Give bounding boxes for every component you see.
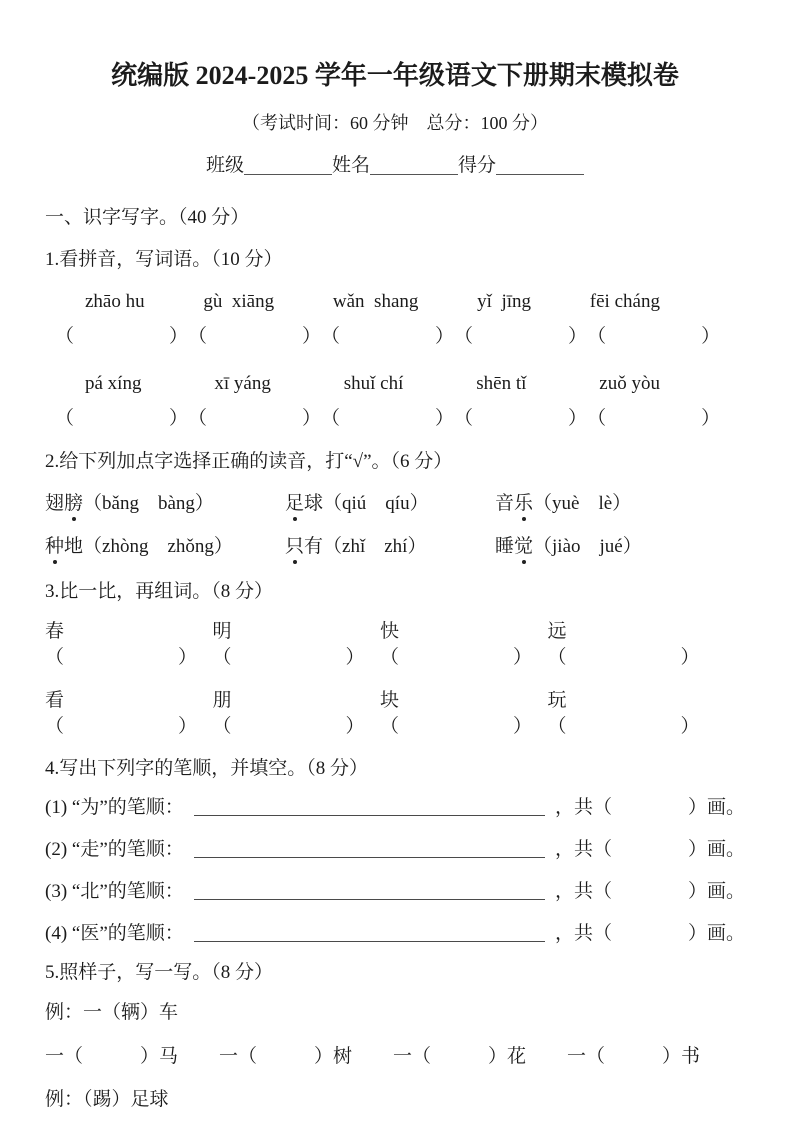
noun-char: 书 xyxy=(680,1046,700,1067)
measure-word-row xyxy=(45,1044,700,1070)
measure-word-cell xyxy=(219,1044,352,1070)
compare-words-row-1 xyxy=(45,619,715,671)
pinyin-word: gù xiāng xyxy=(203,291,275,312)
given-char: 玩 xyxy=(547,690,567,711)
answer-blank-parens: （ ） xyxy=(45,647,198,668)
word-char: 睡 xyxy=(495,536,515,557)
given-char: 远 xyxy=(547,621,567,642)
answer-blank-parens: （ ） xyxy=(212,716,365,737)
answer-blank-parens: （ ） xyxy=(55,408,189,429)
answer-blank-parens: （ ） xyxy=(380,716,533,737)
word-build-cell xyxy=(45,688,213,740)
pronunciation-item xyxy=(45,491,285,517)
answer-blank-parens: （ ） xyxy=(64,1046,160,1067)
section-1-heading: 一、识字写字。（40 分） xyxy=(45,207,250,228)
numeral-char: 一 xyxy=(392,1046,412,1067)
given-char: 快 xyxy=(380,621,400,642)
answer-blank-parens: （ ） xyxy=(454,326,588,347)
class-blank xyxy=(244,156,332,175)
score-label: 得分 xyxy=(458,155,497,176)
noun-char: 花 xyxy=(507,1046,527,1067)
pronunciation-options: （zhòng zhǒng） xyxy=(83,536,233,557)
measure-word-cell xyxy=(45,1044,178,1070)
answer-blank-parens: （ ） xyxy=(454,408,588,429)
answer-blank-parens: （ ） xyxy=(547,716,700,737)
answer-blank-parens: （ ） xyxy=(321,408,455,429)
pronunciation-item xyxy=(495,491,631,517)
noun-char: 树 xyxy=(333,1046,353,1067)
answer-blank-parens: （ ） xyxy=(380,647,533,668)
pronunciation-item xyxy=(45,534,285,560)
pinyin-word: yǐ jīng xyxy=(477,291,532,312)
pronunciation-options: （qiú qíu） xyxy=(323,493,429,514)
answer-blank-parens: （ ） xyxy=(212,647,365,668)
given-char: 块 xyxy=(380,690,400,711)
pinyin-row-2 xyxy=(85,371,660,397)
compare-words-row-2 xyxy=(45,688,715,740)
pronunciation-options: （jiào jué） xyxy=(533,536,642,557)
answer-blank-parens: （ ） xyxy=(188,326,322,347)
stroke-order-blank xyxy=(194,837,545,858)
dotted-char: 乐 xyxy=(514,491,533,517)
answer-blank-parens: （ ） xyxy=(238,1046,334,1067)
pinyin-word: shuǐ chí xyxy=(343,373,404,394)
stroke-order-line xyxy=(45,921,745,947)
word-char: 有 xyxy=(304,536,324,557)
answer-blank-parens: （ ） xyxy=(321,326,455,347)
pinyin-word: shēn tǐ xyxy=(476,373,527,394)
pinyin-word: zhāo hu xyxy=(85,291,145,312)
dotted-char: 种 xyxy=(45,534,64,560)
word-char: 地 xyxy=(64,536,84,557)
numeral-char: 一 xyxy=(566,1046,586,1067)
stroke-count-tail: ，共（ ）画。 xyxy=(554,839,745,860)
answer-blank-parens: （ ） xyxy=(411,1046,507,1067)
dotted-char: 足 xyxy=(285,491,304,517)
class-label: 班级 xyxy=(205,155,244,176)
score-blank xyxy=(496,156,584,175)
answer-blank-parens: （ ） xyxy=(55,326,189,347)
question-1-heading: 1.看拼音，写词语。（10 分） xyxy=(45,249,283,270)
answer-blank-parens: （ ） xyxy=(587,326,721,347)
dotted-char: 只 xyxy=(285,534,304,560)
word-build-cell xyxy=(380,619,548,671)
given-char: 朋 xyxy=(212,690,232,711)
stroke-order-blank xyxy=(194,795,545,816)
noun-char: 马 xyxy=(159,1046,179,1067)
numeral-char: 一 xyxy=(218,1046,238,1067)
example-line-2: 例：（踢）足球 xyxy=(45,1089,169,1110)
stroke-order-line xyxy=(45,795,745,821)
student-info-line xyxy=(45,153,745,179)
stroke-count-tail: ，共（ ）画。 xyxy=(554,881,745,902)
stroke-order-line xyxy=(45,837,745,863)
name-label: 姓名 xyxy=(331,155,370,176)
pinyin-word: wǎn shang xyxy=(332,291,419,312)
pronunciation-item xyxy=(285,534,495,560)
stroke-order-label: (2) “走”的笔顺： xyxy=(45,839,184,860)
pronunciation-row-2 xyxy=(45,534,745,560)
word-char: 球 xyxy=(304,493,324,514)
answer-blank-parens: （ ） xyxy=(587,408,721,429)
pinyin-word: xī yáng xyxy=(214,373,271,394)
answer-blank-parens: （ ） xyxy=(585,1046,681,1067)
stroke-order-label: (4) “医”的笔顺： xyxy=(45,923,184,944)
pronunciation-options: （zhǐ zhí） xyxy=(323,536,427,557)
word-build-cell xyxy=(548,688,716,740)
stroke-count-tail: ，共（ ）画。 xyxy=(554,797,745,818)
pinyin-word: pá xíng xyxy=(85,373,142,394)
answer-blank-row-1 xyxy=(55,324,721,350)
pinyin-word: zuǒ yòu xyxy=(599,373,660,394)
pronunciation-item xyxy=(495,534,642,560)
dotted-char: 觉 xyxy=(514,534,533,560)
question-2-heading: 2.给下列加点字选择正确的读音，打“√”。（6 分） xyxy=(45,451,453,472)
pinyin-row-1 xyxy=(85,289,660,315)
word-build-cell xyxy=(380,688,548,740)
pinyin-word: fēi cháng xyxy=(589,291,660,312)
word-build-cell xyxy=(213,619,381,671)
answer-blank-parens: （ ） xyxy=(547,647,700,668)
word-build-cell xyxy=(45,619,213,671)
example-line-1: 例：一（辆）车 xyxy=(45,1002,179,1023)
answer-blank-parens: （ ） xyxy=(188,408,322,429)
answer-blank-parens: （ ） xyxy=(45,716,198,737)
word-char: 音 xyxy=(495,493,515,514)
given-char: 春 xyxy=(45,621,65,642)
name-blank xyxy=(370,156,458,175)
question-4-heading: 4.写出下列字的笔顺，并填空。（8 分） xyxy=(45,758,369,779)
stroke-order-blank xyxy=(194,921,545,942)
question-3-heading: 3.比一比，再组词。（8 分） xyxy=(45,581,274,602)
word-build-cell xyxy=(213,688,381,740)
stroke-order-line xyxy=(45,879,745,905)
pronunciation-options: （bǎng bàng） xyxy=(83,493,214,514)
measure-word-cell xyxy=(567,1044,700,1070)
word-char: 翅 xyxy=(45,493,65,514)
given-char: 看 xyxy=(45,690,65,711)
stroke-order-label: (1) “为”的笔顺： xyxy=(45,797,184,818)
pronunciation-options: （yuè lè） xyxy=(533,493,632,514)
pronunciation-row-1 xyxy=(45,491,745,517)
exam-info-line: （考试时间：60 分钟 总分：100 分） xyxy=(242,113,548,133)
stroke-order-blank xyxy=(194,879,545,900)
given-char: 明 xyxy=(212,621,232,642)
stroke-count-tail: ，共（ ）画。 xyxy=(554,923,745,944)
stroke-order-label: (3) “北”的笔顺： xyxy=(45,881,184,902)
dotted-char: 膀 xyxy=(64,491,83,517)
question-5-heading: 5.照样子，写一写。（8 分） xyxy=(45,962,274,983)
word-build-cell xyxy=(548,619,716,671)
numeral-char: 一 xyxy=(45,1046,65,1067)
answer-blank-row-2 xyxy=(55,406,721,432)
pronunciation-item xyxy=(285,491,495,517)
page-title: 统编版 2024-2025 学年一年级语文下册期末模拟卷 xyxy=(111,61,679,90)
measure-word-cell xyxy=(393,1044,526,1070)
